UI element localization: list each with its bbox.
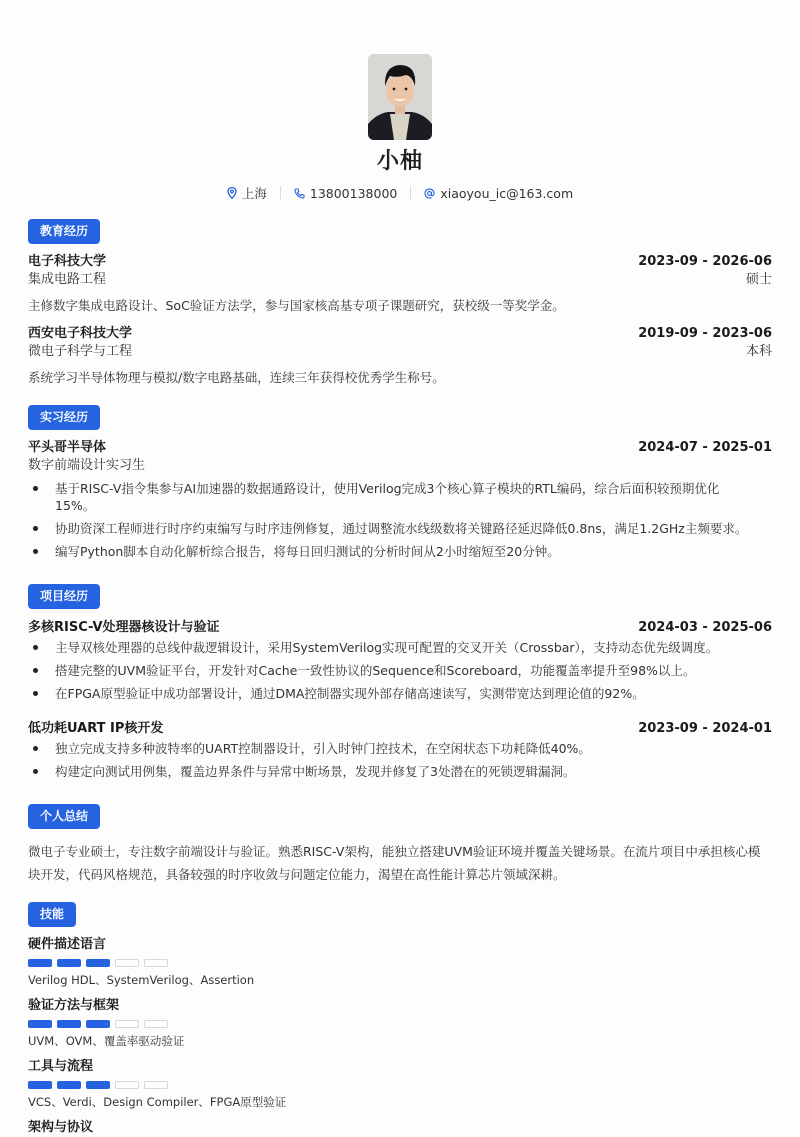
education-item [28,325,772,387]
skill-level-bar [28,1081,772,1089]
bullet-item: 协助资深工程师进行时序约束编写与时序违例修复，通过调整流水线级数将关键路径延迟降低0.8ns，满足1.2GHz主频要求。 [28,520,748,537]
location-text: 上海 [241,186,267,201]
level-segment-filled [28,1081,52,1089]
project-item [28,720,772,786]
section-projects-badge: 项目经历 [28,584,100,609]
degree: 本科 [745,344,772,359]
skill-list: VCS、Verdi、Design Compiler、FPGA原型验证 [28,1095,287,1109]
skill-group [28,997,772,1049]
project-bullets [28,740,772,780]
section-education-badge: 教育经历 [28,219,100,244]
skill-category: 工具与流程 [28,1059,94,1074]
resume-header [0,54,800,202]
phone-text[interactable]: 13800138000 [309,185,398,201]
bullet-item: 基于RISC-V指令集参与AI加速器的数据通路设计，使用Verilog完成3个核心算子模块的RTL编码，综合后面积较预期优化15%。 [28,480,748,514]
profile-photo [368,54,432,140]
project-name: 多核RISC-V处理器核设计与验证 [28,620,220,635]
school-name: 电子科技大学 [28,254,107,269]
portrait-image [368,54,432,140]
skill-group [28,936,772,988]
internship-item [28,439,772,566]
phone-icon [294,188,305,199]
education-description: 系统学习半导体物理与模拟/数字电路基础，连续三年获得校优秀学生称号。 [28,370,445,385]
education-item [28,253,772,315]
skill-group [28,1058,772,1110]
skill-level-bar [28,1020,772,1028]
school-name: 西安电子科技大学 [28,326,133,341]
divider [280,186,281,200]
level-segment-filled [57,1081,81,1089]
contact-location [227,184,267,202]
section-summary-badge: 个人总结 [28,804,100,829]
level-segment-filled [57,1020,81,1028]
level-segment-filled [86,959,110,967]
level-segment-empty [115,1081,139,1089]
bullet-item: 在FPGA原型验证中成功部署设计，通过DMA控制器实现外部存储高速读写，实测带宽达到理论值的92%。 [28,685,772,702]
major: 微电子科学与工程 [28,344,133,359]
contact-email [424,186,573,201]
email-text[interactable]: xiaoyou_ic@163.com [440,185,574,201]
bullet-item: 搭建完整的UVM验证平台，开发针对Cache一致性协议的Sequence和Scoreboard，功能覆盖率提升至98%以上。 [28,662,772,679]
skill-level-bar [28,959,772,967]
internship-bullets [28,480,748,560]
education-dates: 2019-09 - 2023-06 [638,326,772,341]
education-description: 主修数字集成电路设计、SoC验证方法学，参与国家核高基专项子课题研究，获校级一等奖学金。 [28,298,565,313]
project-bullets [28,639,772,702]
project-dates: 2023-09 - 2024-01 [638,721,772,736]
contact-phone [294,186,397,201]
level-segment-filled [86,1020,110,1028]
degree: 硕士 [745,272,772,287]
major: 集成电路工程 [28,272,107,287]
skill-category: 验证方法与框架 [28,998,120,1013]
skill-group [28,1119,772,1137]
bullet-item: 独立完成支持多种波特率的UART控制器设计，引入时钟门控技术，在空闲状态下功耗降低40%。 [28,740,772,757]
level-segment-empty [115,959,139,967]
location-pin-icon [227,187,237,199]
skill-category: 硬件描述语言 [28,937,107,952]
bullet-item: 构建定向测试用例集，覆盖边界条件与异常中断场景，发现并修复了3处潜在的死锁逻辑漏洞。 [28,763,772,780]
candidate-name: 小柚 [376,149,423,174]
company-name: 平头哥半导体 [28,440,107,455]
bullet-item: 主导双核处理器的总线仲裁逻辑设计，采用SystemVerilog实现可配置的交叉开关（Crossbar），支持动态优先级调度。 [28,639,772,656]
level-segment-filled [28,1020,52,1028]
project-name: 低功耗UART IP核开发 [28,721,164,736]
section-skills-badge: 技能 [28,902,76,927]
level-segment-filled [57,959,81,967]
level-segment-empty [144,1020,168,1028]
level-segment-empty [115,1020,139,1028]
level-segment-filled [86,1081,110,1089]
project-item [28,619,772,708]
contact-row [0,184,800,202]
summary-text: 微电子专业硕士，专注数字前端设计与验证。熟悉RISC-V架构，能独立搭建UVM验证环境并覆盖关键场景。在流片项目中承担核心模块开发，代码风格规范，具备较强的时序收敛与问题定位能力，渴望在高性能计算芯片领域深耕。 [28,844,761,882]
skill-list: UVM、OVM、覆盖率驱动验证 [28,1034,185,1048]
level-segment-filled [28,959,52,967]
bullet-item: 编写Python脚本自动化解析综合报告，将每日回归测试的分析时间从2小时缩短至20分钟。 [28,543,748,560]
divider [410,186,411,200]
skill-category: 架构与协议 [28,1120,94,1135]
project-dates: 2024-03 - 2025-06 [638,620,772,635]
education-dates: 2023-09 - 2026-06 [638,254,772,269]
role-title: 数字前端设计实习生 [28,458,146,473]
skill-list: Verilog HDL、SystemVerilog、Assertion [28,973,255,987]
email-at-icon [424,188,435,199]
level-segment-empty [144,959,168,967]
section-internship-badge: 实习经历 [28,405,100,430]
level-segment-empty [144,1081,168,1089]
internship-dates: 2024-07 - 2025-01 [638,440,772,455]
